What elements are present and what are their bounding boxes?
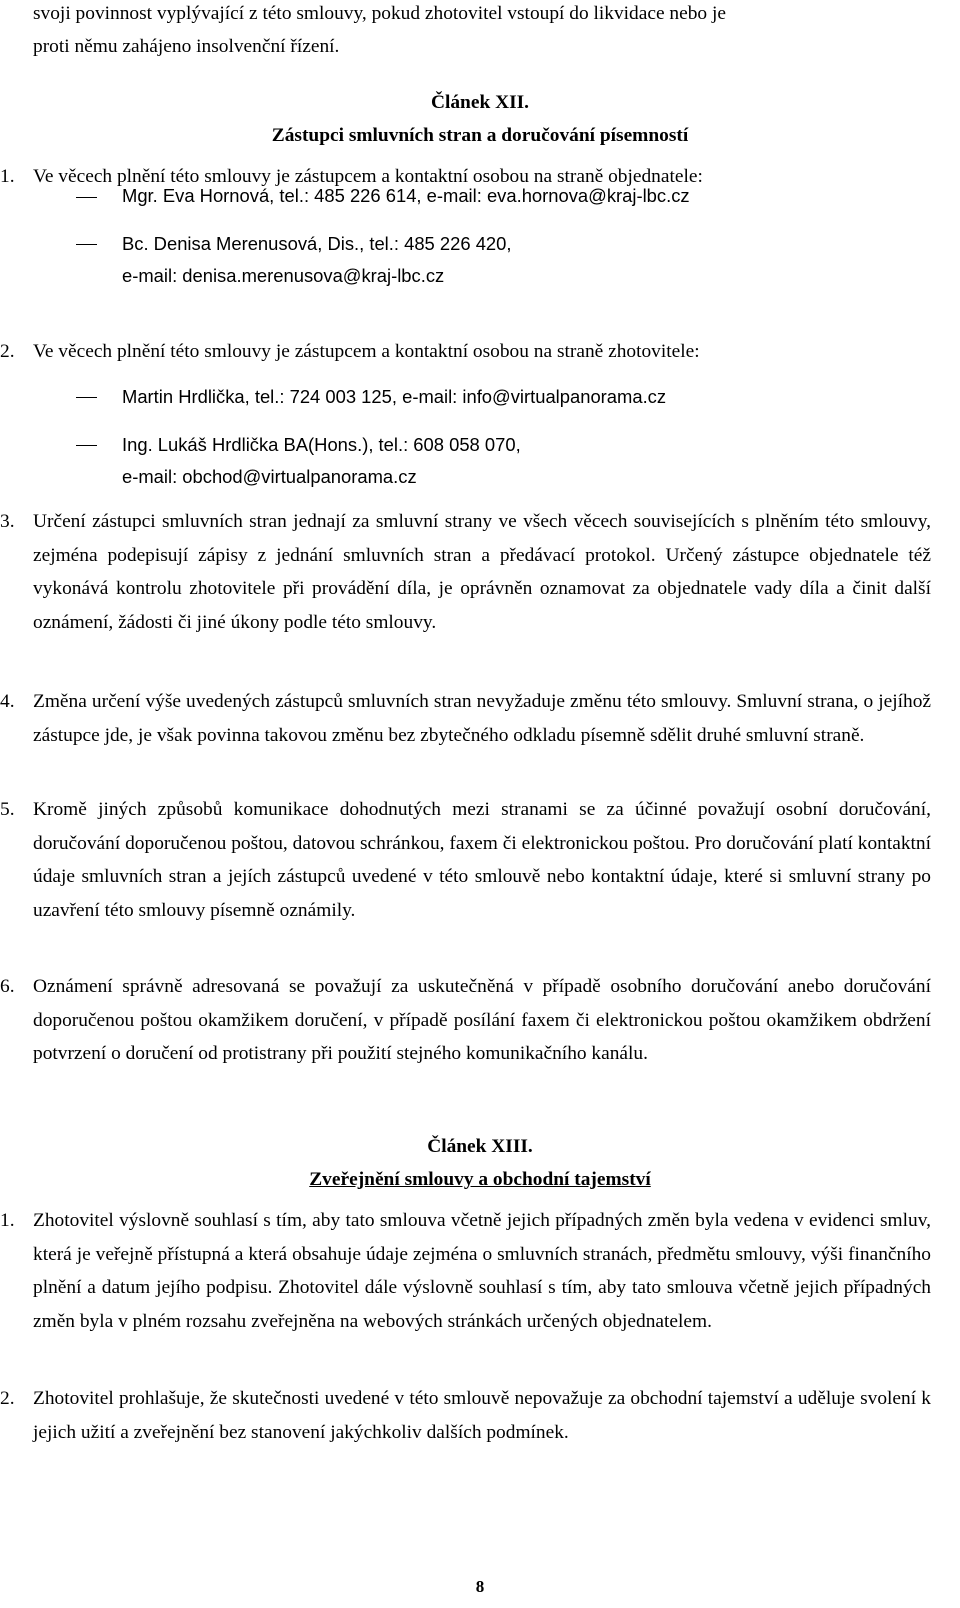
- section-12-4-number: 4.: [0, 691, 15, 712]
- article-13-title: Zveřejnění smlouvy a obchodní tajemství: [309, 1169, 651, 1190]
- article-12-title: Zástupci smluvních stran a doručování písemností: [271, 125, 689, 146]
- section-13-1-text: Zhotovitel výslovně souhlasí s tím, aby tato smlouva včetně jejich případných změn byla vedena v evidenci smluv, která je veřejně přístupná a která obsahuje údaje zejména o smluvních stranách, předmětu smlouvy, výši finančního plnění a datum jejího podpisu. Zhotovitel dále výslovně souhlasí s tím, aby tato smlouva včetně jejich případných změn byla v plném rozsahu zveřejněna na webových stránkách určených objednatelem.: [33, 1210, 931, 1332]
- dash-bullet: [76, 397, 97, 398]
- section-12-1-number: 1.: [0, 166, 15, 187]
- section-12-2-text: Ve věcech plnění této smlouvy je zástupcem a kontaktní osobou na straně zhotovitele:: [33, 341, 700, 362]
- intro-line-2: proti němu zahájeno insolvenční řízení.: [33, 36, 340, 57]
- contractor-contact-1: Martin Hrdlička, tel.: 724 003 125, e-mail: info@virtualpanorama.cz: [122, 386, 667, 407]
- contractor-contact-2-line-1: Ing. Lukáš Hrdlička BA(Hons.), tel.: 608 058 070,: [122, 434, 521, 455]
- section-12-4-text: Změna určení výše uvedených zástupců smluvních stran nevyžaduje změnu této smlouvy. Smluvní strana, o jejíhož zástupce jde, je však povinna takovou změnu bez zbytečného odkladu písemně sdělit druhé smluvní straně.: [33, 691, 931, 746]
- page-number: 8: [475, 1577, 485, 1596]
- section-12-3-text: Určení zástupci smluvních stran jednají za smluvní strany ve všech věcech souvisejících s plněním této smlouvy, zejména podepisují zápisy z jednání smluvních stran a předávací protokol. Určený zástupce objednatele též vykonává kontrolu zhotovitele při provádění díla, je oprávněn oznamovat za objednatele vady díla a činit další oznámení, žádosti či jiné úkony podle této smlouvy.: [33, 511, 931, 633]
- client-contact-1: Mgr. Eva Hornová, tel.: 485 226 614, e-mail: eva.hornova@kraj-lbc.cz: [122, 185, 690, 206]
- section-12-1-text: Ve věcech plnění této smlouvy je zástupcem a kontaktní osobou na straně objednatele:: [33, 166, 703, 187]
- dash-bullet: [76, 197, 97, 198]
- section-12-6-text: Oznámení správně adresovaná se považují za uskutečněná v případě osobního doručování anebo doručování doporučenou poštou okamžikem doručení, v případě posílání faxem či elektronickou poštou okamžikem obdržení potvrzení o doručení od protistrany při použití stejného komunikačního kanálu.: [33, 976, 931, 1065]
- article-12-heading: Článek XII.: [430, 92, 530, 113]
- dash-bullet: [76, 445, 97, 446]
- client-contact-2-line-2: e-mail: denisa.merenusova@kraj-lbc.cz: [122, 265, 445, 286]
- contractor-contact-2-line-2: e-mail: obchod@virtualpanorama.cz: [122, 466, 417, 487]
- section-12-3-number: 3.: [0, 511, 15, 532]
- client-contact-2-line-1: Bc. Denisa Merenusová, Dis., tel.: 485 226 420,: [122, 233, 512, 254]
- section-13-2-text: Zhotovitel prohlašuje, že skutečnosti uvedené v této smlouvě nepovažuje za obchodní tajemství a uděluje svolení k jejich užití a zveřejnění bez stanovení jakýchkoliv dalších podmínek.: [33, 1388, 931, 1443]
- article-13-heading: Článek XIII.: [427, 1136, 533, 1157]
- section-12-5-number: 5.: [0, 799, 15, 820]
- section-12-2-number: 2.: [0, 341, 15, 362]
- section-12-5-text: Kromě jiných způsobů komunikace dohodnutých mezi stranami se za účinné považují osobní doručování, doručování doporučenou poštou, datovou schránkou, faxem či elektronickou poštou. Pro doručování platí kontaktní údaje smluvních stran a jejích zástupců uvedené v této smlouvě nebo kontaktní údaje, které si smluvní strany po uzavření této smlouvy písemně oznámily.: [33, 799, 931, 921]
- intro-line-1: svoji povinnost vyplývající z této smlouvy, pokud zhotovitel vstoupí do likvidace nebo je: [33, 3, 726, 24]
- dash-bullet: [76, 244, 97, 245]
- section-12-6-number: 6.: [0, 976, 15, 997]
- section-13-1-number: 1.: [0, 1210, 15, 1231]
- section-13-2-number: 2.: [0, 1388, 15, 1409]
